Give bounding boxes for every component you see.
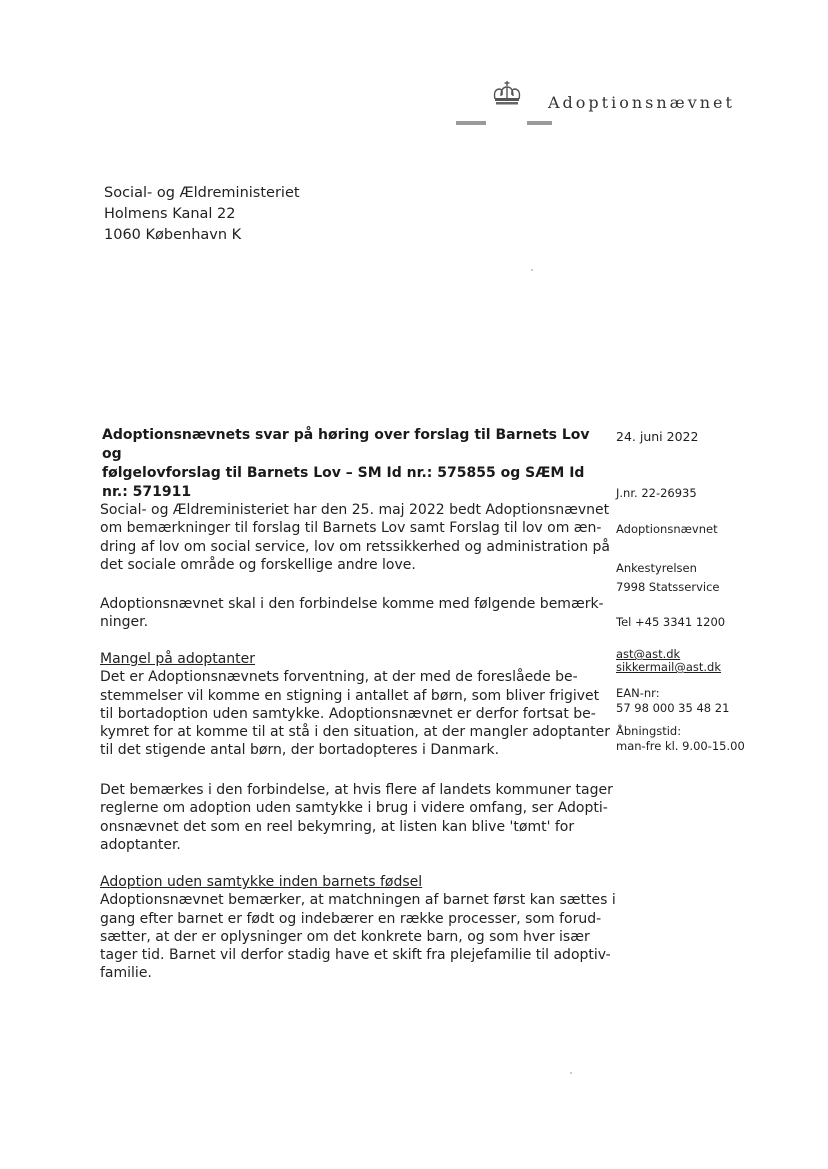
text-line: kymret for at komme til at stå i den situation, at der mangler adoptanter <box>100 724 610 741</box>
sender-org: Adoptionsnævnet <box>616 522 718 536</box>
heading-line: Adoptionsnævnets svar på høring over forslag til Barnets Lov og <box>102 427 590 462</box>
text-line: til det stigende antal børn, der bortadopteres i Danmark. <box>100 742 500 759</box>
text-line: stemmelser vil komme en stigning i antallet af børn, som bliver frigivet <box>100 687 600 704</box>
heading-line: følgelovforslag til Barnets Lov – SM Id nr.: 575855 og SÆM Id <box>102 465 585 481</box>
text-line: gang efter barnet er født og indebærer en række processer, som forud- <box>100 910 602 927</box>
heading-line: nr.: 571911 <box>102 484 192 500</box>
text-line: til bortadoption uden samtykke. Adoptionsnævnet er derfor fortsat be- <box>100 705 596 722</box>
text-line: sætter, at der er oplysninger om det konkrete barn, og som hver især <box>100 928 590 945</box>
section-title: Mangel på adoptanter <box>100 651 256 667</box>
section-title: Adoption uden samtykke inden barnets fødsel <box>100 874 423 890</box>
sender-emails <box>616 648 721 674</box>
ean-number <box>616 686 729 716</box>
journal-number: J.nr. 22-26935 <box>616 486 697 500</box>
paragraph-intro <box>100 595 604 632</box>
section-adoption-before-birth <box>100 873 616 983</box>
department-line: 7998 Statsservice <box>616 580 720 594</box>
paragraph-request <box>100 501 611 574</box>
department-line: Ankestyrelsen <box>616 561 697 575</box>
text-line: Social- og Ældreministeriet har den 25. maj 2022 bedt Adoptionsnævnet <box>100 502 610 518</box>
text-line: dring af lov om social service, lov om retssikkerhed og administration på <box>100 538 611 555</box>
hours-label: Åbningstid: <box>616 724 682 738</box>
text-line: Adoptionsnævnet bemærker, at matchningen af barnet først kan sættes i <box>100 892 616 909</box>
recipient-line: Holmens Kanal 22 <box>104 206 236 222</box>
crown-icon <box>490 80 524 106</box>
ean-value: 57 98 000 35 48 21 <box>616 701 730 715</box>
hours-value: man-fre kl. 9.00-15.00 <box>616 739 745 753</box>
sender-phone: Tel +45 3341 1200 <box>616 615 726 629</box>
text-line: om bemærkninger til forslag til Barnets Lov samt Forslag til lov om æn- <box>100 520 602 537</box>
text-line: Det bemærkes i den forbindelse, at hvis flere af landets kommuner tager <box>100 782 613 798</box>
text-line: adoptanter. <box>100 836 181 853</box>
letter-date: 24. juni 2022 <box>616 429 699 444</box>
letterhead-org-name: Adoptionsnævnet <box>548 93 735 112</box>
text-line: ninger. <box>100 614 149 631</box>
text-line: reglerne om adoption uden samtykke i brug i videre omfang, ser Adopti- <box>100 800 608 817</box>
text-line: familie. <box>100 965 152 982</box>
email-link[interactable]: ast@ast.dk <box>616 647 681 661</box>
text-line: onsnævnet det som en reel bekymring, at listen kan blive 'tømt' for <box>100 818 575 835</box>
letterhead-rule-right <box>527 121 552 125</box>
secure-email-link[interactable]: sikkermail@ast.dk <box>616 660 721 674</box>
scan-speck <box>570 1072 572 1074</box>
recipient-address <box>104 183 300 246</box>
scan-speck <box>531 269 533 271</box>
paragraph-concern <box>100 781 613 854</box>
text-line: Det er Adoptionsnævnets forventning, at der med de foreslåede be- <box>100 669 578 686</box>
letterhead-rule-left <box>456 121 486 125</box>
recipient-line: Social- og Ældreministeriet <box>104 185 300 201</box>
text-line: det sociale område og forskellige andre love. <box>100 556 416 573</box>
text-line: tager tid. Barnet vil derfor stadig have et skift fra plejefamilie til adoptiv- <box>100 947 611 964</box>
text-line: Adoptionsnævnet skal i den forbindelse komme med følgende bemærk- <box>100 596 604 612</box>
section-shortage <box>100 650 610 760</box>
sender-department <box>616 559 719 597</box>
opening-hours <box>616 724 745 754</box>
ean-label: EAN-nr: <box>616 686 660 700</box>
recipient-line: 1060 København K <box>104 227 242 243</box>
letter-heading <box>102 426 592 502</box>
